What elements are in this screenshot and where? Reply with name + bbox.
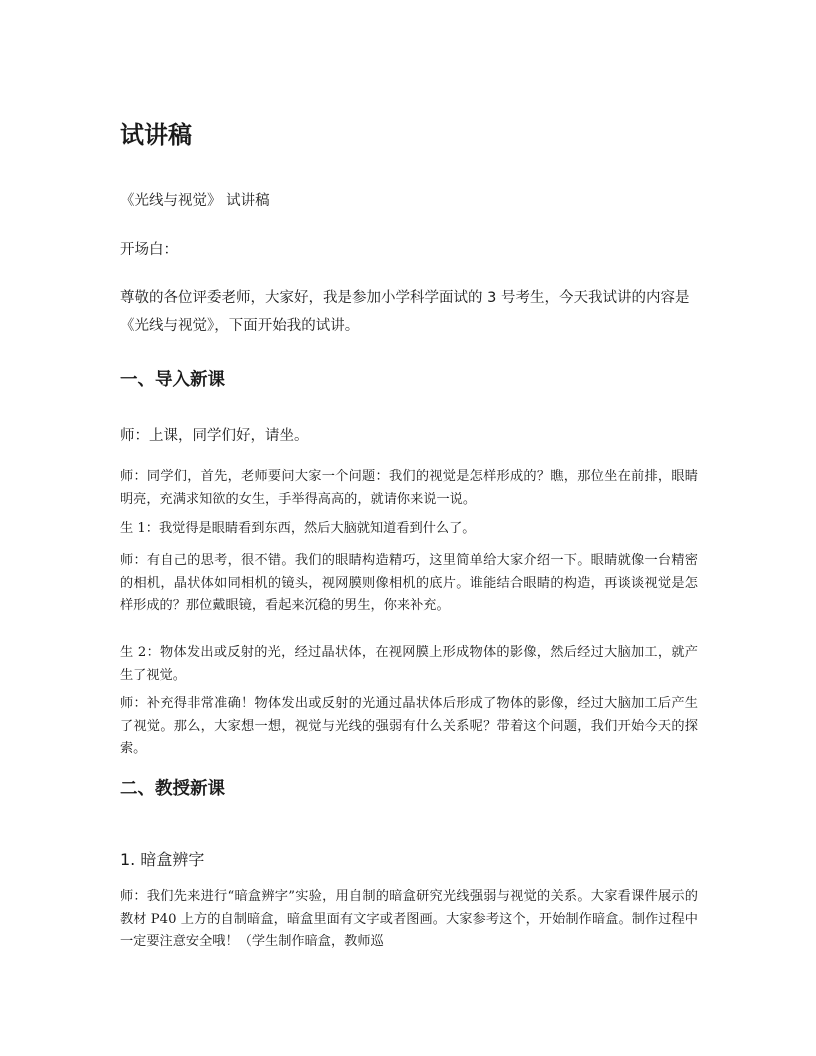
opening-label: 开场白： — [120, 242, 178, 258]
opening-paragraph: 尊敬的各位评委老师，大家好，我是参加小学科学面试的 3 号考生，今天我试讲的内容是《光线与视觉》，下面开始我的试讲。 — [120, 290, 690, 334]
subsection-heading-dark-box: 1. 暗盒辨字 — [120, 850, 205, 869]
dialogue-teacher-summary: 师：补充得非常准确！物体发出或反射的光通过晶状体后形成了物体的影像，经过大脑加工后产生了视觉。那么，大家想一想，视觉与光线的强弱有什么关系呢？带着这个问题，我们开始今天的探索。 — [120, 696, 698, 757]
section-heading-intro: 一、导入新课 — [120, 370, 225, 390]
document-title: 试讲稿 — [120, 121, 192, 149]
dialogue-teacher-question: 师：同学们，首先，老师要问大家一个问题：我们的视觉是怎样形成的？瞧，那位坐在前排，眼睛明亮，充满求知欲的女生，手举得高高的，就请你来说一说。 — [120, 469, 698, 507]
dialogue-student-1: 生 1：我觉得是眼睛看到东西，然后大脑就知道看到什么了。 — [120, 521, 476, 536]
dialogue-student-2: 生 2：物体发出或反射的光，经过晶状体，在视网膜上形成物体的影像，然后经过大脑加工，就产生了视觉。 — [120, 645, 698, 683]
dialogue-teacher-greeting: 师：上课，同学们好，请坐。 — [120, 428, 309, 444]
dialogue-teacher-eye-structure: 师：有自己的思考，很不错。我们的眼睛构造精巧，这里简单给大家介绍一下。眼睛就像一台精密的相机，晶状体如同相机的镜头，视网膜则像相机的底片。谁能结合眼睛的构造，再谈谈视觉是怎样形成的？那位戴眼镜，看起来沉稳的男生，你来补充。 — [120, 553, 698, 614]
section-heading-teaching: 二、教授新课 — [120, 779, 225, 799]
lesson-subtitle: 《光线与视觉》 试讲稿 — [120, 193, 270, 209]
dialogue-teacher-dark-box: 师：我们先来进行“暗盒辨字”实验，用自制的暗盒研究光线强弱与视觉的关系。大家看课件展示的教材 P40 上方的自制暗盒，暗盒里面有文字或者图画。大家参考这个，开始制作暗盒。制作过程中一定要注意安全哦！（学生制作暗盒，教师巡 — [120, 889, 698, 950]
